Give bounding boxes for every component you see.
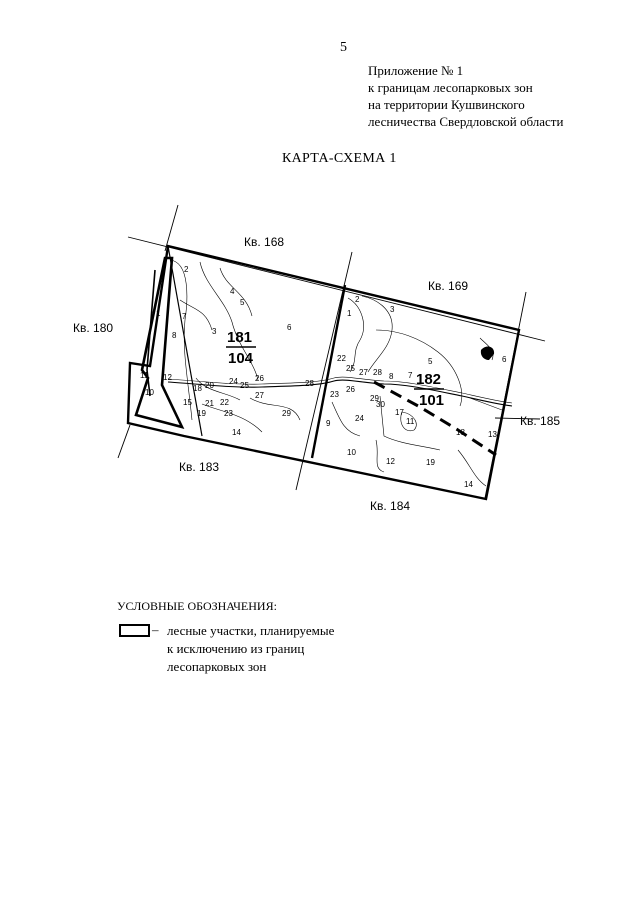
quarter-boundary — [312, 285, 345, 458]
plot-label: 8 — [389, 372, 394, 381]
plot-label: 12 — [386, 457, 395, 466]
plot-label: 9 — [326, 419, 331, 428]
legend-dash: – — [152, 622, 159, 637]
plot-label: 22 — [220, 398, 229, 407]
plot-label: 30 — [376, 400, 385, 409]
plot-label: 2 — [355, 295, 360, 304]
plot-label: 25 — [240, 381, 249, 390]
plot-label: 1 — [347, 309, 352, 318]
quarter-label-185: Кв. 185 — [520, 414, 561, 428]
legend-description — [167, 622, 334, 676]
plot-label: 10 — [145, 388, 154, 397]
appendix-line: лесничества Свердловской области — [368, 114, 564, 129]
plot-label: 5 — [428, 357, 433, 366]
plot-label: 21 — [205, 399, 214, 408]
map-title: КАРТА-СХЕМА 1 — [282, 151, 397, 166]
quarter-label-184: Кв. 184 — [370, 499, 411, 513]
filled-marker — [481, 347, 494, 360]
plot-label: 26 — [346, 385, 355, 394]
plot-label: 12 — [163, 373, 172, 382]
appendix-line: к границам лесопарковых зон — [368, 80, 533, 95]
plot-label: 6 — [502, 355, 507, 364]
plot-outline — [250, 398, 300, 420]
quarter-label-168: Кв. 168 — [244, 235, 285, 249]
plot-label: 18 — [456, 428, 465, 437]
plot-label: 4 — [230, 287, 235, 296]
plot-label: 19 — [426, 458, 435, 467]
plot-label: 15 — [183, 398, 192, 407]
quarter-number-182: 182 — [416, 371, 442, 388]
plot-label: 29 — [370, 394, 379, 403]
plot-label: 7 — [182, 312, 187, 321]
plot-label: 1 — [156, 309, 161, 318]
plot-label: 3 — [390, 305, 395, 314]
plot-label: 28 — [305, 379, 314, 388]
plot-label: 2 — [184, 265, 189, 274]
plot-label: 8 — [172, 331, 177, 340]
plot-label: 11 — [406, 417, 415, 426]
legend-line: к исключению из границ — [167, 641, 305, 656]
plot-label: 22 — [337, 354, 346, 363]
area-number-182: 101 — [419, 392, 445, 409]
plot-label: 14 — [464, 480, 473, 489]
plot-label: 11 — [140, 371, 149, 380]
plot-label: 17 — [395, 408, 404, 417]
plot-label: 29 — [282, 409, 291, 418]
plot-label: 24 — [229, 377, 238, 386]
forest-plot-outlines — [170, 260, 502, 486]
page-number: 5 — [340, 40, 347, 55]
plot-label: 23 — [330, 390, 339, 399]
quarter-label-183: Кв. 183 — [179, 460, 220, 474]
plot-outline — [376, 440, 384, 472]
plot-label: 13 — [488, 430, 497, 439]
plot-label: 24 — [355, 414, 364, 423]
plot-outline — [362, 296, 392, 372]
plot-label: 27 — [255, 391, 264, 400]
plot-label: 27 — [359, 368, 368, 377]
quarter-boundary — [184, 436, 486, 499]
quarter-label-169: Кв. 169 — [428, 279, 469, 293]
plot-label: 18 — [193, 384, 202, 393]
plot-label: 14 — [232, 428, 241, 437]
quarter-number-181: 181 — [227, 329, 253, 346]
plot-outline — [220, 268, 252, 316]
plot-label: 26 — [255, 374, 264, 383]
legend-title: УСЛОВНЫЕ ОБОЗНАЧЕНИЯ: — [117, 599, 277, 613]
area-number-181: 104 — [228, 350, 254, 367]
quarter-label-180: Кв. 180 — [73, 321, 114, 335]
legend-swatch — [119, 624, 150, 637]
appendix-line: на территории Кушвинского — [368, 97, 525, 112]
plot-label: 19 — [197, 409, 206, 418]
plot-label: 7 — [408, 371, 413, 380]
grid-line — [118, 425, 130, 458]
plot-label: 23 — [224, 409, 233, 418]
plot-label: 28 — [373, 368, 382, 377]
legend-line: лесопарковых зон — [167, 659, 267, 674]
plot-label: 6 — [287, 323, 292, 332]
plot-label: 25 — [346, 364, 355, 373]
plot-outline — [170, 260, 192, 420]
appendix-line: Приложение № 1 — [368, 63, 464, 78]
plot-label: 10 — [347, 448, 356, 457]
legend-line: лесные участки, планируемые — [167, 623, 335, 638]
plot-numbers-182 — [326, 295, 507, 489]
plot-label: 20 — [205, 381, 214, 390]
plot-label: 5 — [240, 298, 245, 307]
plot-label: 3 — [212, 327, 217, 336]
grid-line — [165, 205, 178, 251]
